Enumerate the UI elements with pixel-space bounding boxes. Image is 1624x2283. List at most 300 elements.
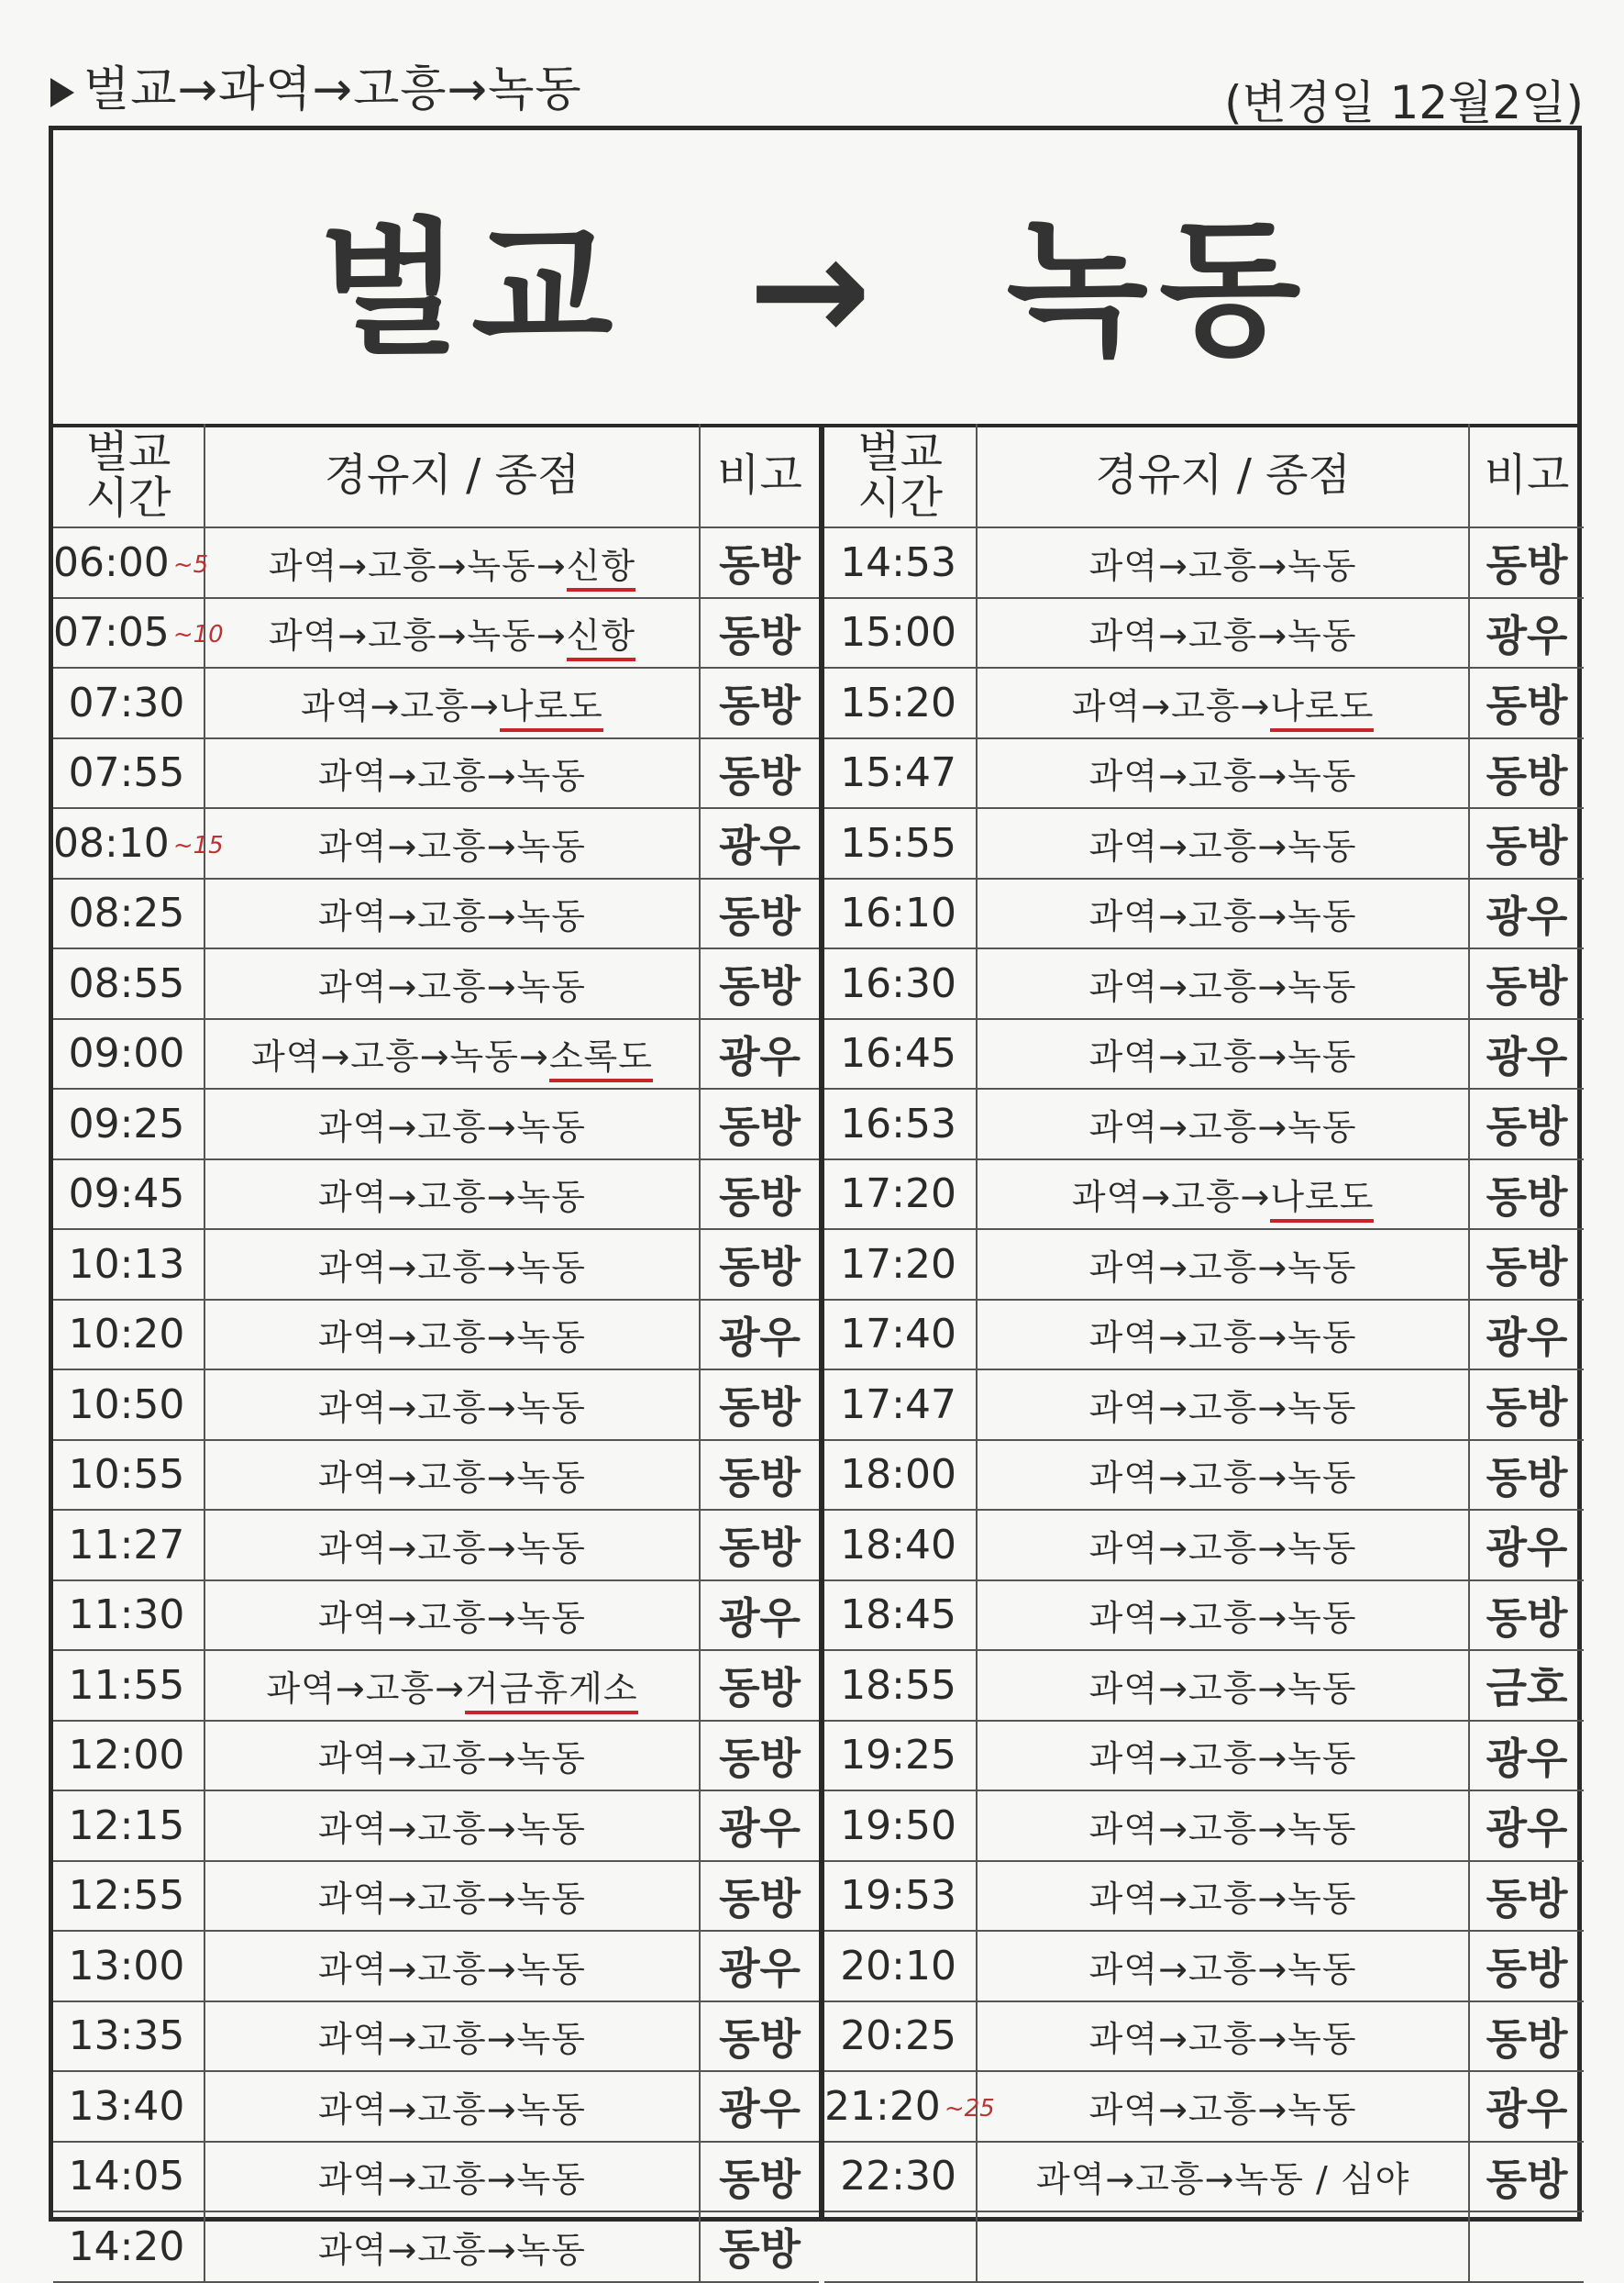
- departure-time-text: 12:15: [68, 1801, 185, 1849]
- route-destination-highlight: 신항: [567, 615, 635, 661]
- table-row: [824, 1440, 1584, 1511]
- table-row: [824, 1300, 1584, 1370]
- operator-note: 광우: [1469, 1300, 1584, 1370]
- route-text: 과역→고흥→녹동: [318, 2229, 586, 2270]
- route-text: 과역→고흥→녹동: [318, 896, 586, 937]
- route-text: 과역→고흥→녹동: [318, 1738, 586, 1779]
- route-cell: [977, 879, 1469, 949]
- departure-time: [824, 1580, 977, 1651]
- table-row: [824, 1580, 1584, 1651]
- route-cell: [977, 668, 1469, 738]
- departure-time-text: 08:55: [68, 959, 185, 1007]
- departure-time-text: 17:20: [840, 1170, 956, 1218]
- operator-note: 동방: [700, 2001, 819, 2072]
- departure-time-text: 09:25: [68, 1100, 185, 1147]
- route-cell: [204, 1019, 700, 1090]
- departure-time-text: 10:20: [68, 1311, 185, 1358]
- departure-time: [53, 1650, 204, 1721]
- route-cell: [977, 1861, 1469, 1932]
- route-text: 과역→고흥→녹동: [318, 1598, 586, 1639]
- departure-time: [824, 1650, 977, 1721]
- departure-time-text: 13:40: [68, 2082, 185, 2130]
- column-header-time: 벌교 시간: [824, 424, 977, 527]
- route-cell: [977, 738, 1469, 809]
- route-cell: [977, 1931, 1469, 2001]
- handwritten-annotation: ~10: [172, 621, 224, 649]
- operator-note: 동방: [1469, 1580, 1584, 1651]
- route-cell: [204, 1721, 700, 1791]
- route-cell: [977, 1440, 1469, 1511]
- departure-time-text: 13:35: [68, 2012, 185, 2060]
- departure-time: [824, 1019, 977, 1090]
- departure-time-text: 17:40: [840, 1311, 956, 1358]
- table-row: [824, 1159, 1584, 1230]
- departure-time: [53, 2211, 204, 2282]
- triangle-bullet-icon: [50, 78, 74, 107]
- route-text: 과역→고흥→녹동: [318, 1527, 586, 1568]
- operator-note: 동방: [700, 1089, 819, 1159]
- table-row: [53, 1159, 819, 1230]
- route-text: 과역→고흥→녹동: [318, 1317, 586, 1358]
- schedule-table-right: [824, 424, 1584, 2283]
- departure-time-text: 15:55: [840, 819, 956, 867]
- route-text: 과역→고흥→녹동: [1088, 1036, 1357, 1078]
- route-cell: [977, 1510, 1469, 1580]
- departure-time-text: 18:00: [840, 1451, 956, 1499]
- operator-note: 동방: [1469, 1089, 1584, 1159]
- route-destination-highlight: 소록도: [549, 1036, 653, 1082]
- table-row: [824, 1931, 1584, 2001]
- column-header-route: 경유지 / 종점: [977, 424, 1469, 527]
- route-text: 과역→고흥→녹동: [318, 1177, 586, 1218]
- route-cell: [977, 2001, 1469, 2072]
- table-row: [824, 668, 1584, 738]
- operator-note: 동방: [1469, 527, 1584, 598]
- departure-time-text: 15:00: [840, 609, 956, 657]
- route-text: 과역→고흥→녹동: [1088, 1878, 1357, 1920]
- route-text: 과역→고흥→녹동: [318, 756, 586, 797]
- route-cell: [204, 879, 700, 949]
- departure-time: [53, 527, 209, 598]
- departure-time-text: 11:27: [68, 1521, 185, 1568]
- route-destination-highlight: 거금휴게소: [465, 1668, 638, 1714]
- table-row: [53, 1510, 819, 1580]
- route-heading: [50, 50, 582, 119]
- departure-time: [824, 2071, 995, 2142]
- departure-time-text: 17:20: [840, 1240, 956, 1288]
- departure-time-text: 15:20: [840, 679, 956, 726]
- departure-time: [824, 1721, 977, 1791]
- departure-time-text: 20:25: [840, 2012, 956, 2060]
- route-text: 과역→고흥→: [266, 1668, 465, 1709]
- route-text: 과역→고흥→녹동: [1088, 1106, 1357, 1147]
- route-cell: [977, 1721, 1469, 1791]
- route-text: 과역→고흥→녹동: [318, 826, 586, 867]
- route-cell: [977, 2211, 1469, 2282]
- route-cell: [977, 1369, 1469, 1440]
- departure-time: [53, 1790, 204, 1861]
- departure-time-text: 10:13: [68, 1240, 185, 1288]
- route-cell: [977, 1790, 1469, 1861]
- table-row: [824, 1089, 1584, 1159]
- column-header-time: 벌교 시간: [53, 424, 204, 527]
- table-row: [53, 1089, 819, 1159]
- table-row: [53, 1721, 819, 1791]
- column-header-route: 경유지 / 종점: [204, 424, 700, 527]
- departure-time: [53, 1861, 204, 1932]
- table-row: [53, 1300, 819, 1370]
- operator-note: 동방: [700, 1369, 819, 1440]
- departure-time: [53, 2142, 204, 2212]
- route-text: 과역→고흥→녹동: [318, 1247, 586, 1288]
- table-row: [53, 1440, 819, 1511]
- operator-note: 동방: [700, 1510, 819, 1580]
- departure-time: [53, 738, 204, 809]
- operator-note: 동방: [700, 1650, 819, 1721]
- operator-note: 광우: [700, 1790, 819, 1861]
- route-text: 과역→고흥→녹동 / 심야: [1035, 2159, 1410, 2200]
- route-cell: [977, 1089, 1469, 1159]
- departure-time-text: 18:45: [840, 1591, 956, 1639]
- table-row: [824, 598, 1584, 669]
- table-row: [824, 879, 1584, 949]
- departure-time-text: 19:50: [840, 1801, 956, 1849]
- route-text: 과역→고흥→녹동: [318, 1457, 586, 1499]
- table-row: [824, 2211, 1584, 2282]
- departure-time: [824, 1440, 977, 1511]
- table-row: [53, 1019, 819, 1090]
- departure-time-text: 17:47: [840, 1380, 956, 1428]
- route-cell: [977, 1229, 1469, 1300]
- route-text: 과역→고흥→녹동: [318, 1808, 586, 1849]
- column-header-note: 비고: [1469, 424, 1584, 527]
- departure-time: [824, 1089, 977, 1159]
- route-text: 과역→고흥→녹동: [1088, 2089, 1357, 2130]
- operator-note: 광우: [700, 808, 819, 879]
- route-text: 과역→고흥→녹동: [318, 1106, 586, 1147]
- table-row: [824, 808, 1584, 879]
- departure-time: [53, 1721, 204, 1791]
- departure-time: [53, 598, 224, 669]
- table-row: [53, 2001, 819, 2072]
- operator-note: 광우: [1469, 598, 1584, 669]
- departure-time-text: 11:55: [68, 1661, 185, 1709]
- title-box: [53, 130, 1577, 427]
- operator-note: 동방: [700, 598, 819, 669]
- departure-time: [824, 1861, 977, 1932]
- table-row: [824, 1369, 1584, 1440]
- departure-time: [824, 1931, 977, 2001]
- table-row: [824, 1229, 1584, 1300]
- departure-time: [53, 879, 204, 949]
- departure-time: [824, 598, 977, 669]
- table-row: [53, 808, 819, 879]
- table-row: [53, 1369, 819, 1440]
- route-cell: [204, 598, 700, 669]
- departure-time-text: 19:25: [840, 1732, 956, 1779]
- route-cell: [204, 668, 700, 738]
- departure-time: [824, 738, 977, 809]
- route-cell: [204, 1440, 700, 1511]
- departure-time: [53, 1300, 204, 1370]
- operator-note: 동방: [700, 1159, 819, 1230]
- route-text: 과역→고흥→녹동: [1088, 615, 1357, 657]
- departure-time: [53, 668, 204, 738]
- route-cell: [204, 1159, 700, 1230]
- route-cell: [977, 1300, 1469, 1370]
- departure-time-text: 22:30: [840, 2153, 956, 2200]
- departure-time-text: 08:10: [53, 819, 170, 867]
- table-row: [53, 738, 819, 809]
- handwritten-annotation: ~25: [944, 2094, 995, 2122]
- route-cell: [204, 1931, 700, 2001]
- departure-time-text: 14:53: [840, 538, 956, 586]
- route-cell: [977, 948, 1469, 1019]
- departure-time: [53, 1089, 204, 1159]
- route-cell: [977, 1159, 1469, 1230]
- departure-time-text: 09:45: [68, 1170, 185, 1218]
- operator-note: 동방: [1469, 1159, 1584, 1230]
- route-text: 과역→고흥→녹동: [318, 966, 586, 1007]
- table-row: [824, 738, 1584, 809]
- table-row: [53, 2211, 819, 2282]
- handwritten-annotation: ~5: [172, 550, 209, 579]
- operator-note: 금호: [1469, 1650, 1584, 1721]
- operator-note: 동방: [1469, 2142, 1584, 2212]
- operator-note: 광우: [700, 1019, 819, 1090]
- operator-note: 동방: [700, 668, 819, 738]
- departure-time: [53, 1440, 204, 1511]
- operator-note: 동방: [700, 1721, 819, 1791]
- departure-time: [53, 1229, 204, 1300]
- departure-time: [53, 1019, 204, 1090]
- operator-note: 동방: [1469, 1931, 1584, 2001]
- route-text: 과역→고흥→녹동: [1088, 1387, 1357, 1428]
- table-row: [824, 527, 1584, 598]
- change-date: (변경일 12월2일): [1224, 76, 1584, 129]
- departure-time-text: 09:00: [68, 1030, 185, 1078]
- route-cell: [204, 808, 700, 879]
- route-cell: [204, 1229, 700, 1300]
- route-text: 과역→고흥→녹동: [1088, 826, 1357, 867]
- table-row: [824, 2001, 1584, 2072]
- departure-time-text: 11:30: [68, 1591, 185, 1639]
- route-text: 과역→고흥→녹동: [1088, 1598, 1357, 1639]
- departure-time: [53, 1931, 204, 2001]
- table-row: [824, 1510, 1584, 1580]
- departure-time-text: 07:55: [68, 749, 185, 797]
- departure-time: [824, 1300, 977, 1370]
- operator-note: 광우: [1469, 2071, 1584, 2142]
- operator-note: 동방: [700, 2211, 819, 2282]
- table-row: [824, 1721, 1584, 1791]
- departure-time-text: 16:53: [840, 1100, 956, 1147]
- route-text: 과역→고흥→녹동: [1088, 1247, 1357, 1288]
- route-text: 과역→고흥→녹동→: [268, 545, 567, 586]
- table-row: [53, 948, 819, 1019]
- route-text: 과역→고흥→녹동: [1088, 1668, 1357, 1709]
- route-text: 과역→고흥→녹동: [1088, 1457, 1357, 1499]
- departure-time: [824, 2001, 977, 2072]
- page-title: 벌교 → 녹동: [318, 204, 1312, 375]
- table-row: [824, 1790, 1584, 1861]
- operator-note: 광우: [700, 2071, 819, 2142]
- departure-time-text: 19:53: [840, 1872, 956, 1920]
- departure-time: [53, 2071, 204, 2142]
- route-text: 과역→고흥→녹동: [1088, 1317, 1357, 1358]
- departure-time-text: 12:00: [68, 1732, 185, 1779]
- operator-note: 동방: [1469, 1369, 1584, 1440]
- operator-note: 광우: [1469, 1019, 1584, 1090]
- departure-time-text: 20:10: [840, 1942, 956, 1989]
- departure-time: [824, 808, 977, 879]
- route-cell: [204, 738, 700, 809]
- route-cell: [204, 2142, 700, 2212]
- table-row: [53, 2142, 819, 2212]
- departure-time: [824, 879, 977, 949]
- table-row: [53, 1650, 819, 1721]
- departure-time-text: 15:47: [840, 749, 956, 797]
- departure-time: [53, 948, 204, 1019]
- departure-time-text: 10:50: [68, 1380, 185, 1428]
- operator-note: 동방: [1469, 808, 1584, 879]
- departure-time-text: 07:30: [68, 679, 185, 726]
- route-text: 과역→고흥→: [301, 685, 500, 726]
- handwritten-annotation: ~15: [172, 831, 224, 859]
- route-cell: [204, 2001, 700, 2072]
- departure-time-text: 18:55: [840, 1661, 956, 1709]
- table-row: [824, 2071, 1584, 2142]
- table-row: [824, 948, 1584, 1019]
- departure-time-text: 14:20: [68, 2222, 185, 2270]
- operator-note: 동방: [1469, 1440, 1584, 1511]
- table-row: [53, 1229, 819, 1300]
- operator-note: 광우: [700, 1580, 819, 1651]
- route-cell: [204, 1510, 700, 1580]
- operator-note: 동방: [1469, 668, 1584, 738]
- schedule-table-left: [53, 424, 819, 2283]
- operator-note: 동방: [700, 1229, 819, 1300]
- table-row: [53, 879, 819, 949]
- route-text: 과역→고흥→: [1071, 1177, 1271, 1218]
- route-text: 과역→고흥→녹동: [1088, 545, 1357, 586]
- table-row: [53, 527, 819, 598]
- route-cell: [204, 1369, 700, 1440]
- route-text: 과역→고흥→녹동: [1088, 1527, 1357, 1568]
- route-cell: [204, 1580, 700, 1651]
- route-destination-highlight: 나로도: [500, 686, 603, 732]
- table-row: [53, 668, 819, 738]
- departure-time-text: 08:25: [68, 890, 185, 937]
- departure-time-text: 10:55: [68, 1451, 185, 1499]
- route-cell: [204, 1790, 700, 1861]
- table-row: [824, 1650, 1584, 1721]
- route-cell: [977, 2142, 1469, 2212]
- departure-time-text: 16:45: [840, 1030, 956, 1078]
- operator-note: [1469, 2211, 1584, 2282]
- route-text: 과역→고흥→녹동: [318, 1387, 586, 1428]
- route-cell: [204, 2211, 700, 2282]
- operator-note: 동방: [700, 1440, 819, 1511]
- table-row: [53, 1931, 819, 2001]
- table-row: [53, 2071, 819, 2142]
- operator-note: 동방: [700, 879, 819, 949]
- departure-time: [824, 2211, 977, 2282]
- table-row: [824, 1861, 1584, 1932]
- route-text: 과역→고흥→녹동→: [251, 1036, 549, 1078]
- route-cell: [204, 2071, 700, 2142]
- table-row: [53, 598, 819, 669]
- route-cell: [977, 1019, 1469, 1090]
- departure-time: [53, 1510, 204, 1580]
- departure-time-text: 13:00: [68, 1942, 185, 1989]
- route-text: 과역→고흥→녹동: [1088, 966, 1357, 1007]
- timetable-right: [819, 424, 1584, 2222]
- route-text: 과역→고흥→녹동: [1088, 1808, 1357, 1849]
- departure-time-text: 14:05: [68, 2153, 185, 2200]
- operator-note: 광우: [1469, 1721, 1584, 1791]
- departure-time: [53, 1369, 204, 1440]
- operator-note: 동방: [1469, 2001, 1584, 2072]
- departure-time: [53, 2001, 204, 2072]
- departure-time: [824, 668, 977, 738]
- route-text: 과역→고흥→녹동: [1088, 756, 1357, 797]
- operator-note: 동방: [700, 2142, 819, 2212]
- departure-time-text: 12:55: [68, 1872, 185, 1920]
- route-cell: [204, 1861, 700, 1932]
- route-destination-highlight: 신항: [567, 546, 635, 592]
- table-row: [53, 1790, 819, 1861]
- route-cell: [977, 598, 1469, 669]
- departure-time-text: 21:20: [824, 2082, 941, 2130]
- departure-time: [824, 1510, 977, 1580]
- timetable-frame: [49, 126, 1582, 2275]
- operator-note: 광우: [700, 1300, 819, 1370]
- table-row: [824, 1019, 1584, 1090]
- route-text: 과역→고흥→녹동: [1088, 1738, 1357, 1779]
- route-text: 과역→고흥→녹동: [318, 1948, 586, 1989]
- route-destination-highlight: 나로도: [1270, 1177, 1374, 1223]
- departure-time-text: 18:40: [840, 1521, 956, 1568]
- timetable-left: [53, 424, 819, 2275]
- departure-time: [53, 1159, 204, 1230]
- departure-time: [824, 1369, 977, 1440]
- route-cell: [204, 527, 700, 598]
- operator-note: 광우: [700, 1931, 819, 2001]
- operator-note: 동방: [700, 948, 819, 1019]
- departure-time: [824, 527, 977, 598]
- route-text: 과역→고흥→녹동: [1088, 896, 1357, 937]
- operator-note: 광우: [1469, 1510, 1584, 1580]
- departure-time-text: 07:05: [53, 609, 170, 657]
- route-text: 과역→고흥→녹동: [318, 1878, 586, 1920]
- departure-time: [53, 808, 224, 879]
- table-row: [824, 2142, 1584, 2212]
- operator-note: 동방: [700, 527, 819, 598]
- table-row: [53, 1861, 819, 1932]
- route-cell: [977, 1650, 1469, 1721]
- operator-note: 동방: [700, 738, 819, 809]
- route-cell: [977, 2071, 1469, 2142]
- operator-note: 동방: [700, 1861, 819, 1932]
- route-cell: [977, 1580, 1469, 1651]
- route-text: 과역→고흥→녹동: [318, 2159, 586, 2200]
- departure-time-text: 06:00: [53, 538, 170, 586]
- operator-note: 동방: [1469, 1229, 1584, 1300]
- departure-time: [824, 1790, 977, 1861]
- departure-time-text: 16:10: [840, 890, 956, 937]
- route-cell: [977, 808, 1469, 879]
